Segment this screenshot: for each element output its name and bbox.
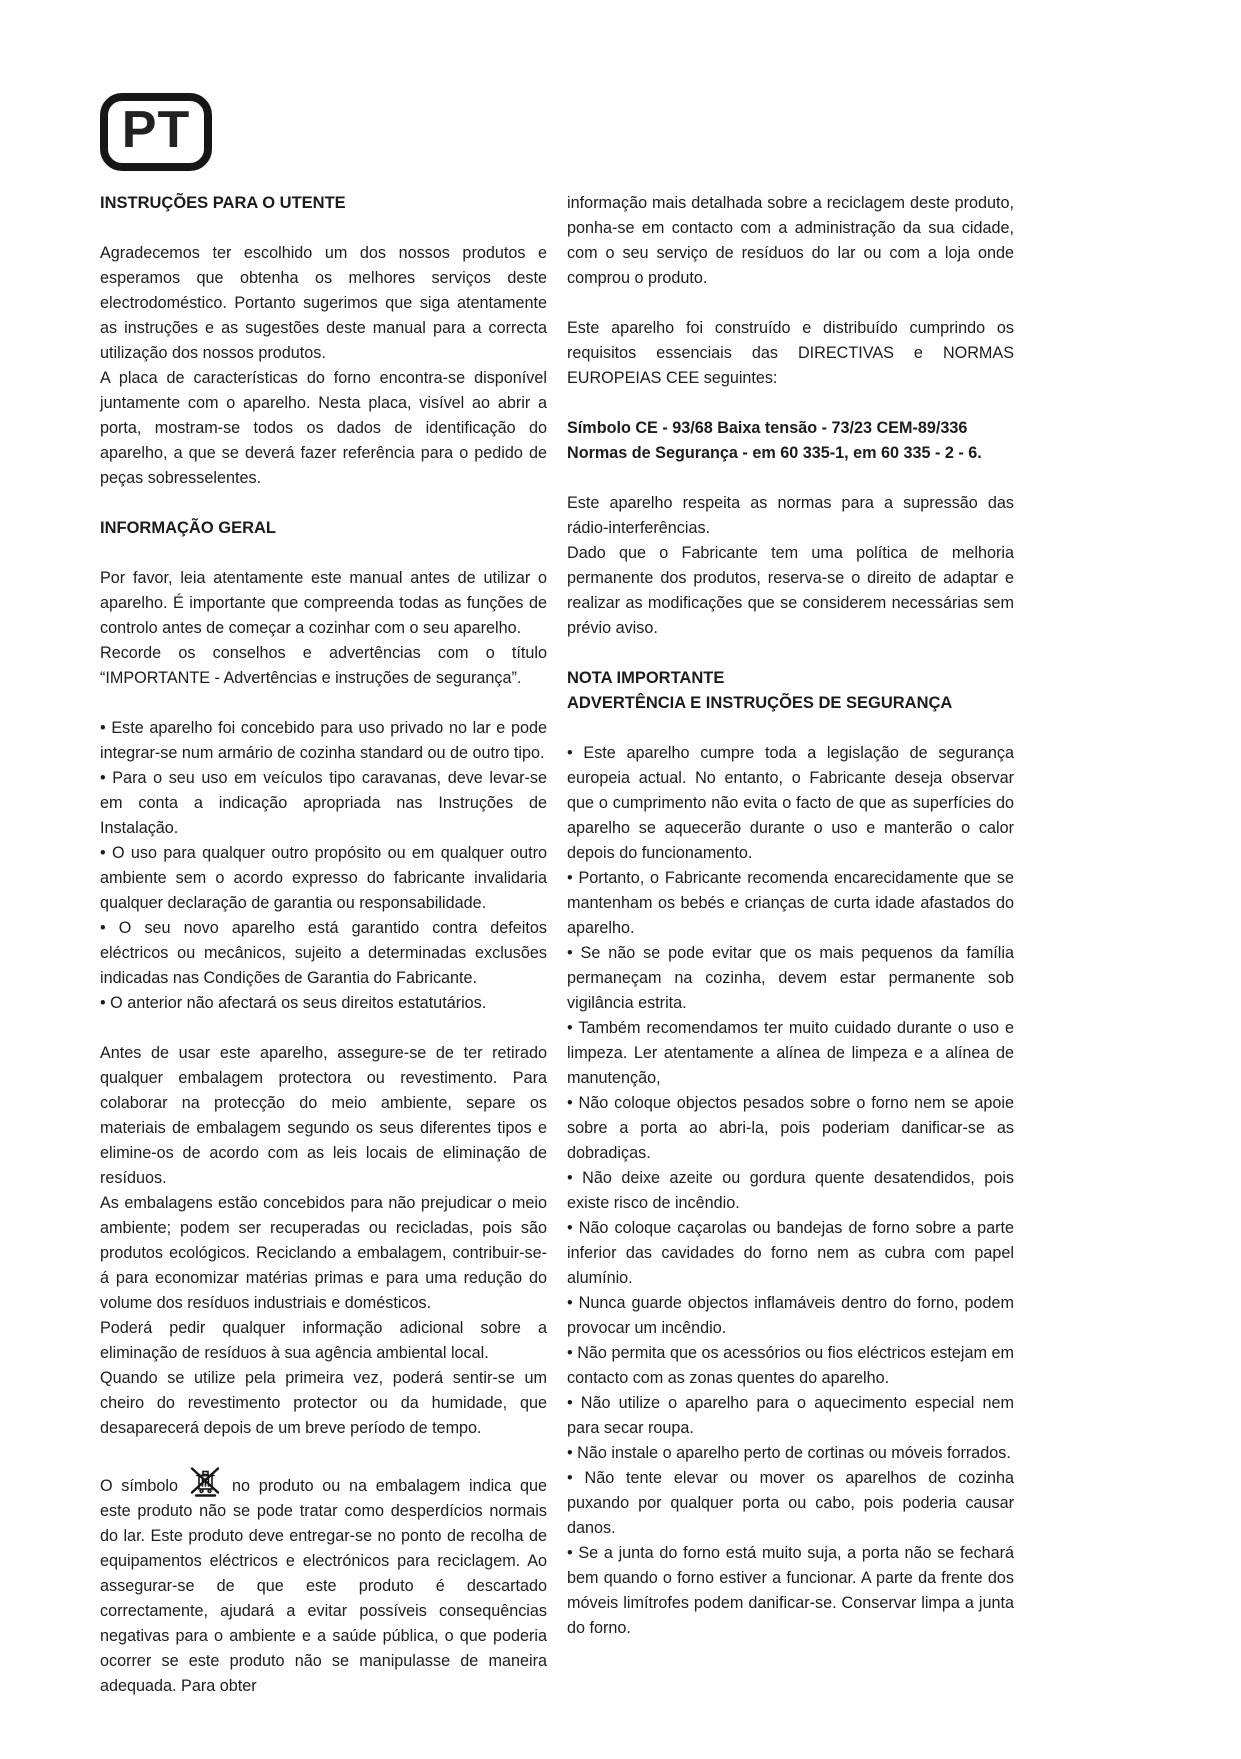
paragraph: Por favor, leia atentamente este manual antes de utilizar o aparelho. É importante que compreenda todas as funções de controlo antes de começar a cozinhar com o seu aparelho.: [100, 569, 547, 637]
paragraph: Este aparelho foi construído e distribuído cumprindo os requisitos essenciais das DIRECTIVAS e NORMAS EUROPEIAS CEE seguintes:: [567, 319, 1014, 387]
paragraph: Este aparelho respeita as normas para a supressão das rádio-interferências.: [567, 494, 1014, 537]
symbol-paragraph-lead: O símbolo: [100, 1477, 178, 1495]
left-column: [100, 191, 547, 1699]
bullet-item: • Este aparelho foi concebido para uso privado no lar e pode integrar-se num armário de cozinha standard ou de outro tipo.: [100, 719, 547, 762]
right-column: [567, 191, 1014, 1641]
symbol-paragraph-rest: no produto ou na embalagem indica que este produto não se pode tratar como desperdícios normais do lar. Este produto deve entregar-se no ponto de recolha de equipamentos eléctricos e electrónicos para reciclagem. Ao assegurar-se de que este produto é descartado correctamente, ajudará a evitar possíveis consequências negativas para o ambiente e a saúde pública, o que poderia ocorrer se este produto não se manipulasse de maneira adequada. Para obter: [100, 1477, 547, 1695]
bullet-item: • Não instale o aparelho perto de cortinas ou móveis forrados.: [567, 1444, 1011, 1462]
paragraph: Agradecemos ter escolhido um dos nossos produtos e esperamos que obtenha os melhores serviços deste electrodoméstico. Portanto sugerimos que siga atentamente as instruções e as sugestões deste manual para a correcta utilização dos nossos produtos.: [100, 244, 547, 362]
standards-line-ce: Símbolo CE - 93/68 Baixa tensão - 73/23 CEM-89/336: [567, 419, 968, 437]
bullet-item: • Também recomendamos ter muito cuidado durante o uso e limpeza. Ler atentamente a alínea de limpeza e a alínea de manutenção,: [567, 1019, 1014, 1087]
paragraph: Poderá pedir qualquer informação adicional sobre a eliminação de resíduos à sua agência ambiental local.: [100, 1319, 547, 1362]
bullet-item: • Se não se pode evitar que os mais pequenos da família permaneçam na cozinha, devem estar permanente sob vigilância estrita.: [567, 944, 1014, 1012]
bullet-item: • Este aparelho cumpre toda a legislação de segurança europeia actual. No entanto, o Fabricante deseja observar que o cumprimento não evita o facto de que as superfícies do aparelho se aquecerão durante o uso e manterão o calor depois do funcionamento.: [567, 744, 1014, 862]
bullet-item: • Não coloque caçarolas ou bandejas de forno sobre a parte inferior das cavidades do forno nem as cubra com papel alumínio.: [567, 1219, 1014, 1287]
pt-language-badge-label: PT: [121, 101, 191, 159]
section-heading-nota-importante: NOTA IMPORTANTE: [567, 669, 725, 687]
pt-language-badge: [100, 93, 212, 171]
bullet-item: • O uso para qualquer outro propósito ou em qualquer outro ambiente sem o acordo expresso do fabricante invalidaria qualquer declaração de garantia ou responsabilidade.: [100, 844, 547, 912]
section-heading-instrucoes-utente: INSTRUÇÕES PARA O UTENTE: [100, 194, 346, 212]
bullet-item: • Não coloque objectos pesados sobre o forno nem se apoie sobre a porta ao abri-la, pois poderiam danificar-se as dobradiças.: [567, 1094, 1014, 1162]
paragraph: Dado que o Fabricante tem uma política de melhoria permanente dos produtos, reserva-se o direito de adaptar e realizar as modificações que se considerem necessárias sem prévio aviso.: [567, 544, 1014, 637]
paragraph: Recorde os conselhos e advertências com o título “IMPORTANTE - Advertências e instruções de segurança”.: [100, 644, 547, 687]
section-heading-advertencia-seguranca: ADVERTÊNCIA E INSTRUÇÕES DE SEGURANÇA: [567, 694, 953, 712]
paragraph: Quando se utilize pela primeira vez, poderá sentir-se um cheiro do revestimento protector ou da humidade, que desaparecerá depois de um breve período de tempo.: [100, 1369, 547, 1437]
standards-line-seguranca: Normas de Segurança - em 60 335-1, em 60 335 - 2 - 6.: [567, 444, 982, 462]
bullet-item: • Se a junta do forno está muito suja, a porta não se fechará bem quando o forno estiver a funcionar. A parte da frente dos móveis limítrofes podem danificar-se. Conservar limpa a junta do forno.: [567, 1544, 1014, 1637]
bullet-item: • Não permita que os acessórios ou fios eléctricos estejam em contacto com as zonas quentes do aparelho.: [567, 1344, 1014, 1387]
bullet-item: • O seu novo aparelho está garantido contra defeitos eléctricos ou mecânicos, sujeito a determinadas exclusões indicadas nas Condições de Garantia do Fabricante.: [100, 919, 547, 987]
bullet-item: • Não tente elevar ou mover os aparelhos de cozinha puxando por qualquer porta ou cabo, pois poderia causar danos.: [567, 1469, 1014, 1537]
paragraph: Antes de usar este aparelho, assegure-se de ter retirado qualquer embalagem protectora ou revestimento. Para colaborar na protecção do meio ambiente, separe os materiais de embalagem segundo os seus diferentes tipos e elimine-os de acordo com as leis locais de eliminação de resíduos.: [100, 1044, 547, 1187]
paragraph: A placa de características do forno encontra-se disponível juntamente com o aparelho. Nesta placa, visível ao abrir a porta, mostram-se todos os dados de identificação do aparelho, a que se deverá fazer referência para o pedido de peças sobresselentes.: [100, 369, 547, 487]
bullet-item: • Não deixe azeite ou gordura quente desatendidos, pois existe risco de incêndio.: [567, 1169, 1014, 1212]
bullet-item: • Nunca guarde objectos inflamáveis dentro do forno, podem provocar um incêndio.: [567, 1294, 1014, 1337]
symbol-paragraph: [100, 1466, 547, 1699]
bullet-item: • O anterior não afectará os seus direitos estatutários.: [100, 994, 487, 1012]
bullet-item: • Portanto, o Fabricante recomenda encarecidamente que se mantenham os bebés e crianças de curta idade afastados do aparelho.: [567, 869, 1014, 937]
section-heading-informacao-geral: INFORMAÇÃO GERAL: [100, 519, 276, 537]
two-column-layout: [100, 191, 1014, 1699]
bullet-item: • Não utilize o aparelho para o aquecimento especial nem para secar roupa.: [567, 1394, 1014, 1437]
weee-crossed-bin-icon: [187, 1466, 223, 1498]
paragraph: As embalagens estão concebidos para não prejudicar o meio ambiente; podem ser recuperadas ou recicladas, pois são produtos ecológicos. Reciclando a embalagem, contribuir-se-á para economizar matérias primas e para uma redução do volume dos resíduos industriais e domésticos.: [100, 1194, 547, 1312]
paragraph: informação mais detalhada sobre a reciclagem deste produto, ponha-se em contacto com a administração da sua cidade, com o seu serviço de resíduos do lar ou com a loja onde comprou o produto.: [567, 194, 1014, 287]
bullet-item: • Para o seu uso em veículos tipo caravanas, deve levar-se em conta a indicação apropriada nas Instruções de Instalação.: [100, 769, 547, 837]
